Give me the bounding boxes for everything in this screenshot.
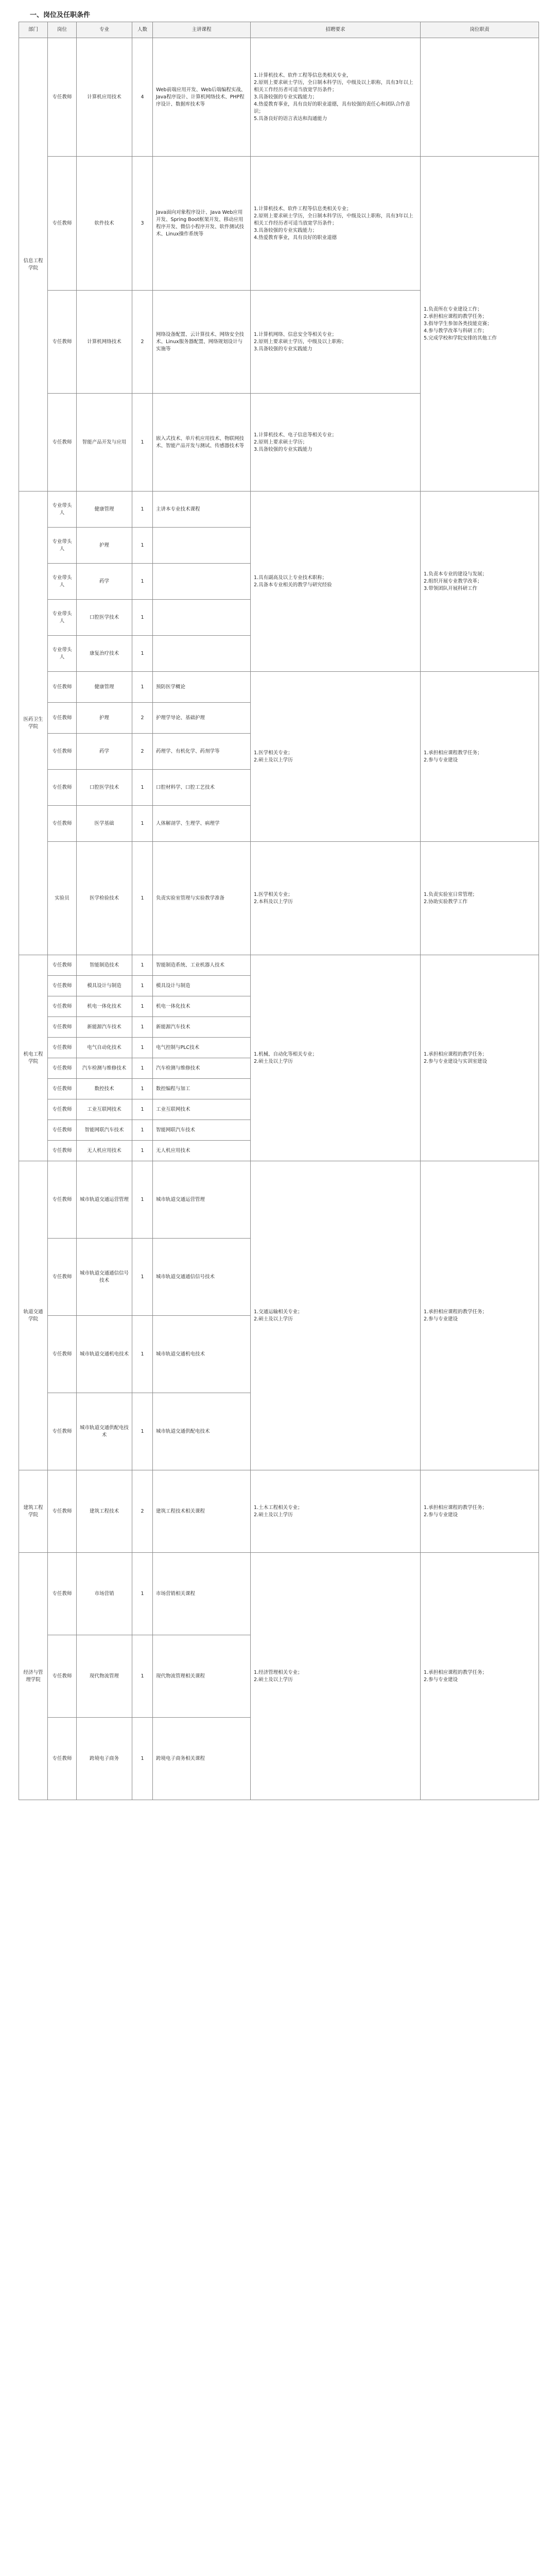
major-cell: 药学 — [77, 734, 132, 770]
requirements-cell: 1.医学相关专业； 2.硕士及以上学历 — [251, 672, 421, 842]
count-cell: 1 — [132, 1393, 153, 1470]
major-cell: 数控技术 — [77, 1079, 132, 1099]
count-cell: 1 — [132, 1239, 153, 1316]
count-cell: 2 — [132, 291, 153, 394]
header-count: 人数 — [132, 22, 153, 38]
courses-cell: 网络设备配置、云计算技术、网络安全技术、Linux服务器配置、网络规划设计与实施等 — [153, 291, 251, 394]
count-cell: 1 — [132, 1099, 153, 1120]
major-cell: 口腔医学技术 — [77, 770, 132, 806]
post-cell: 专任教师 — [48, 1553, 77, 1635]
table-row — [19, 955, 539, 976]
courses-cell: 城市轨道交通供配电技术 — [153, 1393, 251, 1470]
courses-cell: 机电一体化技术 — [153, 996, 251, 1017]
major-cell: 建筑工程技术 — [77, 1470, 132, 1553]
requirements-cell: 1.具有副高及以上专业技术职称； 2.具备本专业相关的教学与研究经验 — [251, 492, 421, 672]
major-cell: 计算机应用技术 — [77, 38, 132, 157]
post-cell: 专任教师 — [48, 1316, 77, 1393]
post-cell: 专业带头人 — [48, 564, 77, 600]
department-cell: 信息工程学院 — [19, 38, 48, 492]
major-cell: 模具设计与制造 — [77, 976, 132, 996]
requirements-cell: 1.机械、自动化等相关专业； 2.硕士及以上学历 — [251, 955, 421, 1161]
major-cell: 护理 — [77, 703, 132, 734]
job-table — [19, 22, 539, 1800]
count-cell: 1 — [132, 492, 153, 528]
department-cell: 医药卫生学院 — [19, 492, 48, 955]
post-cell: 专任教师 — [48, 996, 77, 1017]
table-body — [19, 38, 539, 1800]
post-cell: 专业带头人 — [48, 600, 77, 636]
courses-cell: 市场营销相关课程 — [153, 1553, 251, 1635]
table-row — [19, 672, 539, 703]
major-cell: 康复治疗技术 — [77, 636, 132, 672]
count-cell: 1 — [132, 1079, 153, 1099]
header-post: 岗位 — [48, 22, 77, 38]
post-cell: 专任教师 — [48, 1038, 77, 1058]
post-cell: 专业带头人 — [48, 528, 77, 564]
count-cell: 2 — [132, 703, 153, 734]
requirements-cell: 1.计算机技术、软件工程等信息类相关专业； 2.原则上要求硕士学历，全日制本科学历，中级及以上职称，具有3年以上相关工作经历者可适当放宽学历条件； 3.具备较强的专业实践能力； 4.热爱教育事业，具有良好的职业道德 — [251, 157, 421, 291]
major-cell: 药学 — [77, 564, 132, 600]
duties-cell: 1.承担相应课程的教学任务； 2.参与专业建设 — [421, 1161, 539, 1470]
post-cell: 专任教师 — [48, 291, 77, 394]
post-cell: 专任教师 — [48, 1141, 77, 1161]
header-courses: 主讲课程 — [153, 22, 251, 38]
post-cell: 专任教师 — [48, 703, 77, 734]
duties-cell: 1.负责实验室日常管理； 2.协助实验教学工作 — [421, 842, 539, 955]
count-cell: 1 — [132, 976, 153, 996]
courses-cell: 人体解剖学、生理学、病理学 — [153, 806, 251, 842]
count-cell: 1 — [132, 1718, 153, 1800]
courses-cell: 数控编程与加工 — [153, 1079, 251, 1099]
table-row — [19, 492, 539, 528]
count-cell: 1 — [132, 1017, 153, 1038]
major-cell: 新能源汽车技术 — [77, 1017, 132, 1038]
duties-cell: 1.负责本专业的建设与发展； 2.组织开展专业教学改革； 3.带领团队开展科研工作 — [421, 492, 539, 672]
post-cell: 专任教师 — [48, 672, 77, 703]
post-cell: 专业带头人 — [48, 492, 77, 528]
post-cell: 专任教师 — [48, 770, 77, 806]
count-cell: 2 — [132, 734, 153, 770]
duties-cell: 1.承担相应课程的教学任务； 2.参与专业建设与实训室建设 — [421, 955, 539, 1161]
major-cell: 汽车检测与维修技术 — [77, 1058, 132, 1079]
requirements-cell: 1.计算机技术、电子信息等相关专业； 2.原则上要求硕士学历； 3.具备较强的专业实践能力 — [251, 394, 421, 492]
count-cell: 4 — [132, 38, 153, 157]
requirements-cell: 1.计算机网络、信息安全等相关专业； 2.原则上要求硕士学历，中级及以上职称； 3.具备较强的专业实践能力 — [251, 291, 421, 394]
table-row — [19, 1553, 539, 1635]
major-cell: 软件技术 — [77, 157, 132, 291]
courses-cell: 城市轨道交通通信信号技术 — [153, 1239, 251, 1316]
count-cell: 1 — [132, 564, 153, 600]
major-cell: 城市轨道交通通信信号技术 — [77, 1239, 132, 1316]
major-cell: 医学检验技术 — [77, 842, 132, 955]
major-cell: 城市轨道交通供配电技术 — [77, 1393, 132, 1470]
requirements-cell: 1.计算机技术、软件工程等信息类相关专业， 2.原则上要求硕士学历，全日制本科学历，中级及以上职称，具有3年以上相关工作经历者可适当放宽学历条件； 3.具备较强的专业实践能力； 4.热爱教育事业，具有良好的职业道德，具有较强的责任心和团队合作意识； 5.具备良好的语言表达和沟通能力 — [251, 38, 421, 157]
table-row — [19, 38, 539, 157]
count-cell: 1 — [132, 600, 153, 636]
courses-cell: 嵌入式技术、单片机应用技术、物联网技术、智能产品开发与测试、传感器技术等 — [153, 394, 251, 492]
major-cell: 护理 — [77, 528, 132, 564]
count-cell: 1 — [132, 394, 153, 492]
count-cell: 1 — [132, 1635, 153, 1718]
courses-cell: 药理学、有机化学、药剂学等 — [153, 734, 251, 770]
post-cell: 专任教师 — [48, 955, 77, 976]
major-cell: 跨境电子商务 — [77, 1718, 132, 1800]
post-cell: 专任教师 — [48, 1470, 77, 1553]
table-row — [19, 842, 539, 955]
courses-cell: 电气控制与PLC技术 — [153, 1038, 251, 1058]
post-cell: 专任教师 — [48, 157, 77, 291]
count-cell: 2 — [132, 1470, 153, 1553]
courses-cell: 现代物流管理相关课程 — [153, 1635, 251, 1718]
requirements-cell: 1.土木工程相关专业； 2.硕士及以上学历 — [251, 1470, 421, 1553]
major-cell: 城市轨道交通机电技术 — [77, 1316, 132, 1393]
requirements-cell: 1.医学相关专业； 2.本科及以上学历 — [251, 842, 421, 955]
major-cell: 医学基础 — [77, 806, 132, 842]
header-duties: 岗位职责 — [421, 22, 539, 38]
count-cell: 1 — [132, 672, 153, 703]
count-cell: 1 — [132, 1316, 153, 1393]
count-cell: 1 — [132, 996, 153, 1017]
courses-cell: 负责实验室管理与实验教学准备 — [153, 842, 251, 955]
count-cell: 1 — [132, 1141, 153, 1161]
courses-cell: 模具设计与制造 — [153, 976, 251, 996]
courses-cell: 工业互联网技术 — [153, 1099, 251, 1120]
courses-cell: 建筑工程技术相关课程 — [153, 1470, 251, 1553]
major-cell: 健康管理 — [77, 492, 132, 528]
courses-cell: 城市轨道交通机电技术 — [153, 1316, 251, 1393]
post-cell: 专任教师 — [48, 1635, 77, 1718]
post-cell: 专任教师 — [48, 806, 77, 842]
table-row — [19, 1161, 539, 1239]
count-cell: 1 — [132, 842, 153, 955]
courses-cell: 口腔材料学、口腔工艺技术 — [153, 770, 251, 806]
courses-cell: 城市轨道交通运营管理 — [153, 1161, 251, 1239]
post-cell: 专任教师 — [48, 1120, 77, 1141]
department-cell: 轨道交通学院 — [19, 1161, 48, 1470]
courses-cell: Web前端应用开发、Web后端编程实战、Java程序设计、计算机网络技术、PHP程序设计、数据库技术等 — [153, 38, 251, 157]
duties-cell — [421, 38, 539, 157]
count-cell: 1 — [132, 955, 153, 976]
table-row — [19, 157, 539, 291]
major-cell: 智能制造技术 — [77, 955, 132, 976]
courses-cell — [153, 636, 251, 672]
requirements-cell: 1.经济管理相关专业； 2.硕士及以上学历 — [251, 1553, 421, 1800]
post-cell: 专任教师 — [48, 394, 77, 492]
major-cell: 健康管理 — [77, 672, 132, 703]
major-cell: 智能产品开发与应用 — [77, 394, 132, 492]
duties-cell: 1.承担相应课程教学任务； 2.参与专业建设 — [421, 672, 539, 842]
count-cell: 1 — [132, 1120, 153, 1141]
header-requirements: 招聘要求 — [251, 22, 421, 38]
courses-cell: 预防医学概论 — [153, 672, 251, 703]
post-cell: 专任教师 — [48, 1058, 77, 1079]
courses-cell — [153, 564, 251, 600]
duties-cell: 1.负责所在专业建设工作； 2.承担相应课程的教学任务； 3.指导学生参加各类技能竞赛； 4.参与教学改革与科研工作； 5.完成学校和学院安排的其他工作 — [421, 157, 539, 492]
post-cell: 专任教师 — [48, 1393, 77, 1470]
major-cell: 现代物流管理 — [77, 1635, 132, 1718]
table-header-row — [19, 22, 539, 38]
major-cell: 市场营销 — [77, 1553, 132, 1635]
count-cell: 1 — [132, 1058, 153, 1079]
section-heading: 一、岗位及任职条件 — [30, 11, 91, 19]
courses-cell — [153, 528, 251, 564]
major-cell: 口腔医学技术 — [77, 600, 132, 636]
major-cell: 机电一体化技术 — [77, 996, 132, 1017]
major-cell: 智能网联汽车技术 — [77, 1120, 132, 1141]
department-cell: 机电工程学院 — [19, 955, 48, 1161]
count-cell: 1 — [132, 528, 153, 564]
count-cell: 1 — [132, 806, 153, 842]
requirements-cell: 1.交通运输相关专业； 2.硕士及以上学历 — [251, 1161, 421, 1470]
post-cell: 专业带头人 — [48, 636, 77, 672]
major-cell: 计算机网络技术 — [77, 291, 132, 394]
courses-cell: 护理学导论、基础护理 — [153, 703, 251, 734]
table-row — [19, 1470, 539, 1553]
post-cell: 专任教师 — [48, 1079, 77, 1099]
courses-cell: 跨境电子商务相关课程 — [153, 1718, 251, 1800]
courses-cell: 主讲本专业技术课程 — [153, 492, 251, 528]
post-cell: 专任教师 — [48, 976, 77, 996]
major-cell: 工业互联网技术 — [77, 1099, 132, 1120]
courses-cell: 智能网联汽车技术 — [153, 1120, 251, 1141]
major-cell: 电气自动化技术 — [77, 1038, 132, 1058]
duties-cell: 1.承担相应课程的教学任务； 2.参与专业建设 — [421, 1470, 539, 1553]
count-cell: 1 — [132, 770, 153, 806]
count-cell: 1 — [132, 1161, 153, 1239]
courses-cell: 汽车检测与维修技术 — [153, 1058, 251, 1079]
major-cell: 城市轨道交通运营管理 — [77, 1161, 132, 1239]
post-cell: 实验员 — [48, 842, 77, 955]
count-cell: 1 — [132, 1553, 153, 1635]
post-cell: 专任教师 — [48, 734, 77, 770]
post-cell: 专任教师 — [48, 1239, 77, 1316]
courses-cell: 无人机应用技术 — [153, 1141, 251, 1161]
courses-cell: 智能制造系统、工业机器人技术 — [153, 955, 251, 976]
count-cell: 3 — [132, 157, 153, 291]
courses-cell — [153, 600, 251, 636]
post-cell: 专任教师 — [48, 1718, 77, 1800]
count-cell: 1 — [132, 636, 153, 672]
courses-cell: Java面向对象程序设计、Java Web应用开发、Spring Boot框架开发、移动应用程序开发、微信小程序开发、软件测试技术、Linux操作系统等 — [153, 157, 251, 291]
post-cell: 专任教师 — [48, 38, 77, 157]
department-cell: 经济与管理学院 — [19, 1553, 48, 1800]
duties-cell: 1.承担相应课程的教学任务； 2.参与专业建设 — [421, 1553, 539, 1800]
department-cell: 建筑工程学院 — [19, 1470, 48, 1553]
count-cell: 1 — [132, 1038, 153, 1058]
header-major: 专业 — [77, 22, 132, 38]
header-department: 部门 — [19, 22, 48, 38]
post-cell: 专任教师 — [48, 1017, 77, 1038]
post-cell: 专任教师 — [48, 1099, 77, 1120]
major-cell: 无人机应用技术 — [77, 1141, 132, 1161]
post-cell: 专任教师 — [48, 1161, 77, 1239]
courses-cell: 新能源汽车技术 — [153, 1017, 251, 1038]
